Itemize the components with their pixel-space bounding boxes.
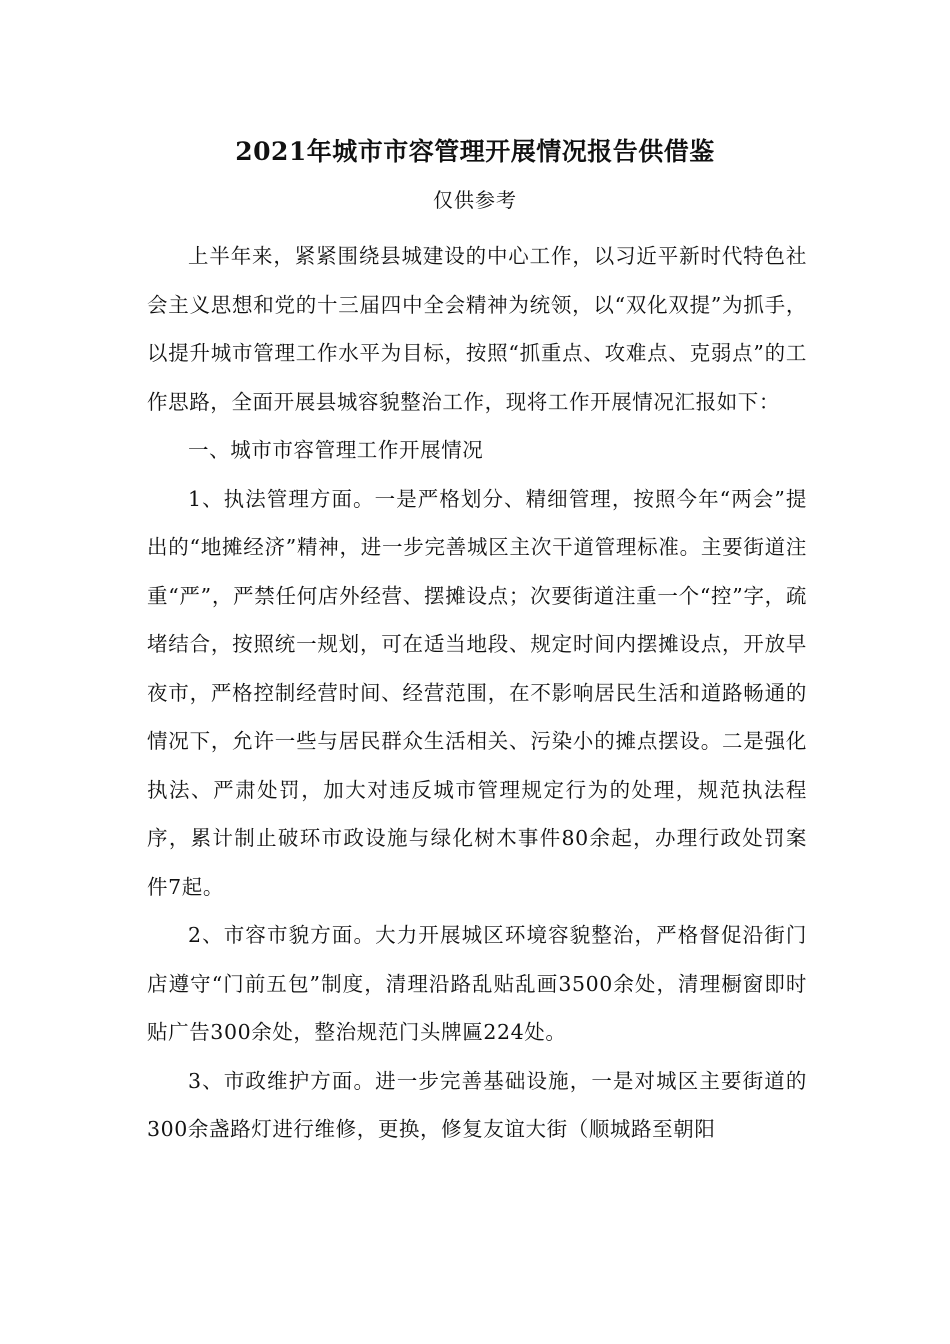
document-subtitle: 仅供参考 xyxy=(433,188,517,212)
document-title: 2021年城市市容管理开展情况报告供借鉴 xyxy=(235,137,715,166)
document-body xyxy=(147,232,807,1154)
paragraph-enforcement: 1、执法管理方面。一是严格划分、精细管理，按照今年“两会”提出的“地摊经济”精神，进一步完善城区主次干道管理标准。主要街道注重“严”，严禁任何店外经营、摆摊设点；次要街道注重一个“控”字，疏堵结合，按照统一规划，可在适当地段、规定时间内摆摊设点，开放早夜市，严格控制经营时间、经营范围，在不影响居民生活和道路畅通的情况下，允许一些与居民群众生活相关、污染小的摊点摆设。二是强化执法、严肃处罚，加大对违反城市管理规定行为的处理，规范执法程序，累计制止破环市政设施与绿化树木事件80余起，办理行政处罚案件7起。 xyxy=(147,486,807,899)
paragraph-city-appearance: 2、市容市貌方面。大力开展城区环境容貌整治，严格督促沿街门店遵守“门前五包”制度，清理沿路乱贴乱画3500余处，清理橱窗即时贴广告300余处，整治规范门头牌匾224处。 xyxy=(147,923,807,1044)
paragraph-intro: 上半年来，紧紧围绕县城建设的中心工作，以习近平新时代特色社会主义思想和党的十三届四中全会精神为统领，以“双化双提”为抓手，以提升城市管理工作水平为目标，按照“抓重点、攻难点、克弱点”的工作思路，全面开展县城容貌整治工作，现将工作开展情况汇报如下： xyxy=(147,244,807,414)
section-heading-1: 一、城市市容管理工作开展情况 xyxy=(188,438,484,462)
paragraph-municipal-maintenance: 3、市政维护方面。进一步完善基础设施，一是对城区主要街道的300余盏路灯进行维修，更换，修复友谊大街（顺城路至朝阳 xyxy=(147,1068,807,1141)
